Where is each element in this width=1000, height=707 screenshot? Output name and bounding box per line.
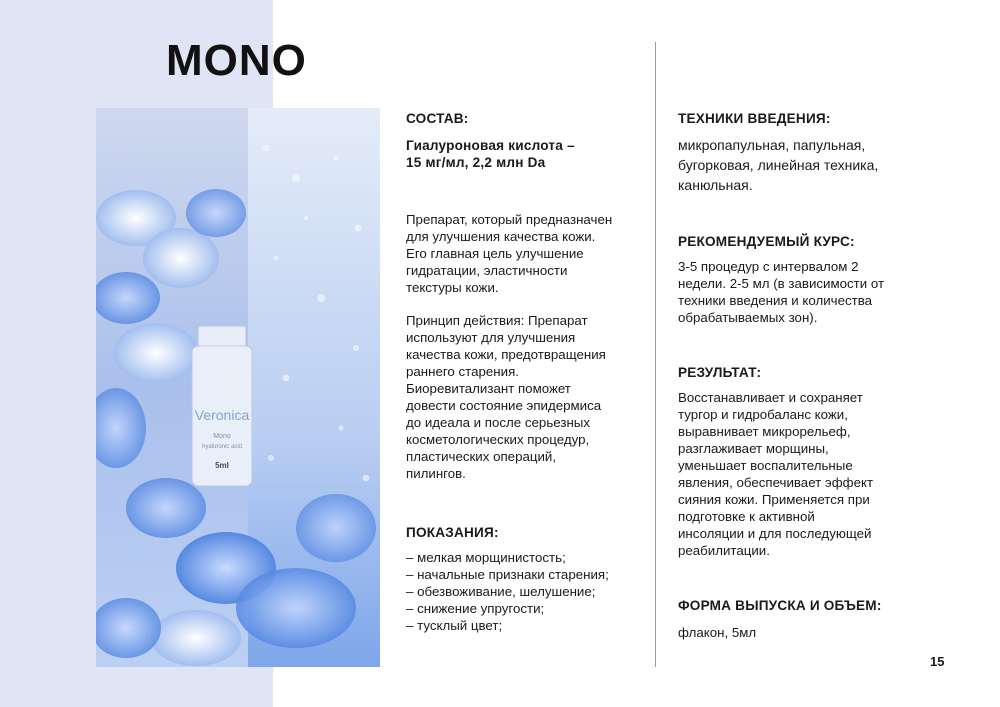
list-item: – мелкая морщинистость; [406,550,566,565]
result-text: Восстанавливает и сохраняет тургор и гидробаланс кожи, выравнивает микрорельеф, разглаживает морщины, уменьшает воспалительные явления, обеспечивает эффект сияния кожи. Применяется при подготовке к активной инсоляции и для последующей реабилитации. [678,390,874,558]
list-item: – тусклый цвет; [406,618,503,633]
svg-text:Veronica: Veronica [194,407,250,423]
left-text-column [406,110,646,634]
form-heading: ФОРМА ВЫПУСКА И ОБЪЕМ: [678,598,882,613]
indications-list [406,549,646,634]
composition-line-1: Гиалуроновая кислота – [406,138,575,153]
list-item: – снижение упругости; [406,601,545,616]
list-item: – начальные признаки старения; [406,567,609,582]
result-heading: РЕЗУЛЬТАТ: [678,365,762,380]
right-text-column [678,110,918,641]
svg-text:hyaluronic acid: hyaluronic acid [201,444,243,450]
form-value: флакон, 5мл [678,625,757,640]
svg-text:5ml: 5ml [215,461,229,470]
page-title: MONO [166,36,307,85]
course-text: 3-5 процедур с интервалом 2 недели. 2-5 мл (в зависимости от техники введения и количества обрабатываемых зон). [678,259,885,325]
product-photo [96,108,380,667]
list-item: – обезвоживание, шелушение; [406,584,596,599]
column-divider [655,42,656,667]
techniques-heading: ТЕХНИКИ ВВЕДЕНИЯ: [678,111,831,126]
techniques-text: микропапульная, папульная, бугорковая, линейная техника, канюльная. [678,137,879,193]
svg-text:Mono: Mono [213,433,231,440]
composition-heading: СОСТАВ: [406,111,469,126]
description-paragraph: Препарат, который предназначен для улучшения качества кожи. Его главная цель улучшение гидратации, эластичности текстуры кожи. [406,212,613,295]
composition-line-2: 15 мг/мл, 2,2 млн Da [406,155,546,170]
indications-heading: ПОКАЗАНИЯ: [406,525,499,540]
page-number: 15 [930,654,945,669]
principle-paragraph: Принцип действия: Препарат используют для улучшения качества кожи, предотвращения раннего старения. Биоревитализант поможет довести состояние эпидермиса до идеала и после серьезных косметологических процедур, пластических операций, пилингов. [406,313,606,481]
course-heading: РЕКОМЕНДУЕМЫЙ КУРС: [678,234,855,249]
serum-vial [192,326,252,486]
